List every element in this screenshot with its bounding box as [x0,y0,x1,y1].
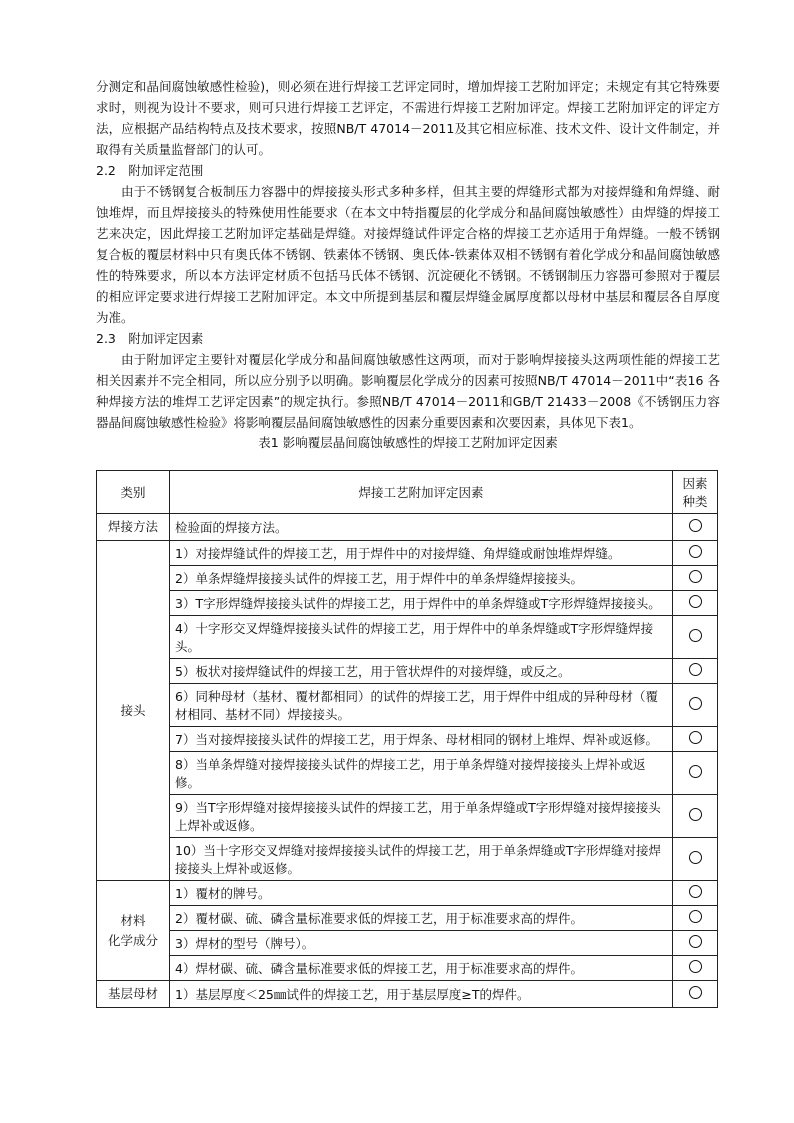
factor-cell: 9）当T字形焊缝对接焊接接头试件的焊接工艺，用于单条焊缝或T字形焊缝对接焊接接头上焊补或返修。 [170,795,673,838]
section-heading-2-3: 2.3 附加评定因素 [96,331,204,346]
circle-mark-icon [689,960,702,973]
table-row [97,838,718,881]
circle-mark-icon [689,545,702,558]
factor-type-cell [673,931,718,956]
table-row [97,727,718,752]
table-row [97,591,718,616]
circle-mark-icon [689,570,702,583]
category-line: 材料 [120,912,146,928]
factor-table [96,470,718,1008]
category-cell: 基层母材 [97,981,170,1008]
table-body [97,514,718,1008]
factor-type-cell [673,566,718,591]
category-cell: 接头 [97,541,170,881]
header-factor: 焊接工艺附加评定因素 [170,471,673,514]
table-row [97,541,718,566]
factor-type-cell [673,727,718,752]
table-caption: 表1 影响覆层晶间腐蚀敏感性的焊接工艺附加评定因素 [258,435,558,450]
factor-cell: 1）对接焊缝试件的焊接工艺，用于焊件中的对接焊缝、角焊缝或耐蚀堆焊焊缝。 [170,541,673,566]
factor-type-cell [673,541,718,566]
body-text [96,76,720,453]
circle-mark-icon [689,885,702,898]
circle-mark-icon [689,765,702,778]
factor-cell: 6）同种母材（基材、覆材都相同）的试件的焊接工艺，用于焊件中组成的异种母材（覆材相同、基材不同）焊接接头。 [170,684,673,727]
table-row [97,752,718,795]
circle-mark-icon [689,851,702,864]
category-cell [97,881,170,981]
section-heading-2-2: 2.2 附加评定范围 [96,163,204,178]
factor-type-cell [673,591,718,616]
circle-mark-icon [689,595,702,608]
table-row [97,931,718,956]
table-row [97,956,718,981]
table-row [97,881,718,906]
table-row [97,514,718,541]
circle-mark-icon [689,629,702,642]
paragraph-intro: 分测定和晶间腐蚀敏感性检验)，则必须在进行焊接工艺评定同时，增加焊接工艺附加评定；未规定有其它特殊要求时，则视为设计不要求，则可只进行焊接工艺评定，不需进行焊接工艺附加评定。焊接工艺附加评定的评定方法，应根据产品结构特点及技术要求，按照NB/T 47014－2011及其它相应标准、技术文件、设计文件制定，并取得有关质量监督部门的认可。 [96,79,720,157]
factor-cell: 检验面的焊接方法。 [170,514,673,541]
factor-cell: 2）单条焊缝焊接接头试件的焊接工艺，用于焊件中的单条焊缝焊接接头。 [170,566,673,591]
factor-cell: 1）基层厚度＜25㎜试件的焊接工艺，用于基层厚度≥T的焊件。 [170,981,673,1008]
factor-type-cell [673,514,718,541]
category-cell: 焊接方法 [97,514,170,541]
category-line: 化学成分 [107,932,158,948]
factor-type-cell [673,659,718,684]
factor-type-cell [673,616,718,659]
header-type: 因素种类 [673,471,718,514]
circle-mark-icon [689,731,702,744]
factor-cell: 1）覆材的牌号。 [170,881,673,906]
circle-mark-icon [689,663,702,676]
paragraph-factors: 由于附加评定主要针对覆层化学成分和晶间腐蚀敏感性这两项，而对于影响焊接接头这两项性能的焊接工艺相关因素并不完全相同，所以应分别予以明确。影响覆层化学成分的因素可按照NB/T 47014－2011中“表16 各种焊接方法的堆焊工艺评定因素”的规定执行。参照NB/T 47014－2011和GB/T 21433－2008《不锈钢压力容器晶间腐蚀敏感性检验》将影响覆层晶间腐蚀敏感性的因素分重要因素和次要因素，具体见下表1。 [96,352,720,430]
table-row [97,616,718,659]
factor-cell: 8）当单条焊缝对接焊接接头试件的焊接工艺，用于单条焊缝对接焊接接头上焊补或返修。 [170,752,673,795]
factor-cell: 7）当对接焊接接头试件的焊接工艺，用于焊条、母材相同的钢材上堆焊、焊补或返修。 [170,727,673,752]
table-header-row [97,471,718,514]
factor-cell: 4）焊材碳、硫、磷含量标准要求低的焊接工艺，用于标准要求高的焊件。 [170,956,673,981]
factor-type-cell [673,752,718,795]
table-row [97,684,718,727]
circle-mark-icon [689,935,702,948]
factor-cell: 3）T字形焊缝焊接接头试件的焊接工艺，用于焊件中的单条焊缝或T字形焊缝焊接接头。 [170,591,673,616]
circle-mark-icon [689,519,702,532]
factor-type-cell [673,838,718,881]
factor-type-cell [673,684,718,727]
factor-type-cell [673,956,718,981]
table-row [97,981,718,1008]
factor-type-cell [673,906,718,931]
circle-mark-icon [689,697,702,710]
factor-cell: 4）十字形交叉焊缝焊接接头试件的焊接工艺，用于焊件中的单条焊缝或T字形焊缝焊接头。 [170,616,673,659]
circle-mark-icon [689,808,702,821]
table-row [97,566,718,591]
circle-mark-icon [689,910,702,923]
factor-cell: 5）板状对接焊缝试件的焊接工艺，用于管状焊件的对接焊缝，或反之。 [170,659,673,684]
table-row [97,659,718,684]
header-category: 类别 [97,471,170,514]
factor-cell: 3）焊材的型号（牌号）。 [170,931,673,956]
table-row [97,906,718,931]
factor-type-cell [673,981,718,1008]
paragraph-scope: 由于不锈钢复合板制压力容器中的焊接接头形式多种多样，但其主要的焊缝形式都为对接焊缝和角焊缝、耐蚀堆焊，而且焊接接头的特殊使用性能要求（在本文中特指覆层的化学成分和晶间腐蚀敏感性）由焊缝的焊接工艺来决定，因此焊接工艺附加评定基础是焊缝。对接焊缝试件评定合格的焊接工艺亦适用于角焊缝。一般不锈钢复合板的覆层材料中只有奥氏体不锈钢、铁素体不锈钢、奥氏体-铁素体双相不锈钢有着化学成分和晶间腐蚀敏感性的特殊要求，所以本方法评定材质不包括马氏体不锈钢、沉淀硬化不锈钢。不锈钢制压力容器可参照对于覆层的相应评定要求进行焊接工艺附加评定。本文中所提到基层和覆层焊缝金属厚度都以母材中基层和覆层各自厚度为准。 [96,184,720,325]
factor-type-cell [673,795,718,838]
factor-cell: 2）覆材碳、硫、磷含量标准要求低的焊接工艺，用于标准要求高的焊件。 [170,906,673,931]
table-row [97,795,718,838]
circle-mark-icon [689,986,702,999]
factor-cell: 10）当十字形交叉焊缝对接焊接接头试件的焊接工艺，用于单条焊缝或T字形焊缝对接焊接接头上焊补或返修。 [170,838,673,881]
factor-type-cell [673,881,718,906]
